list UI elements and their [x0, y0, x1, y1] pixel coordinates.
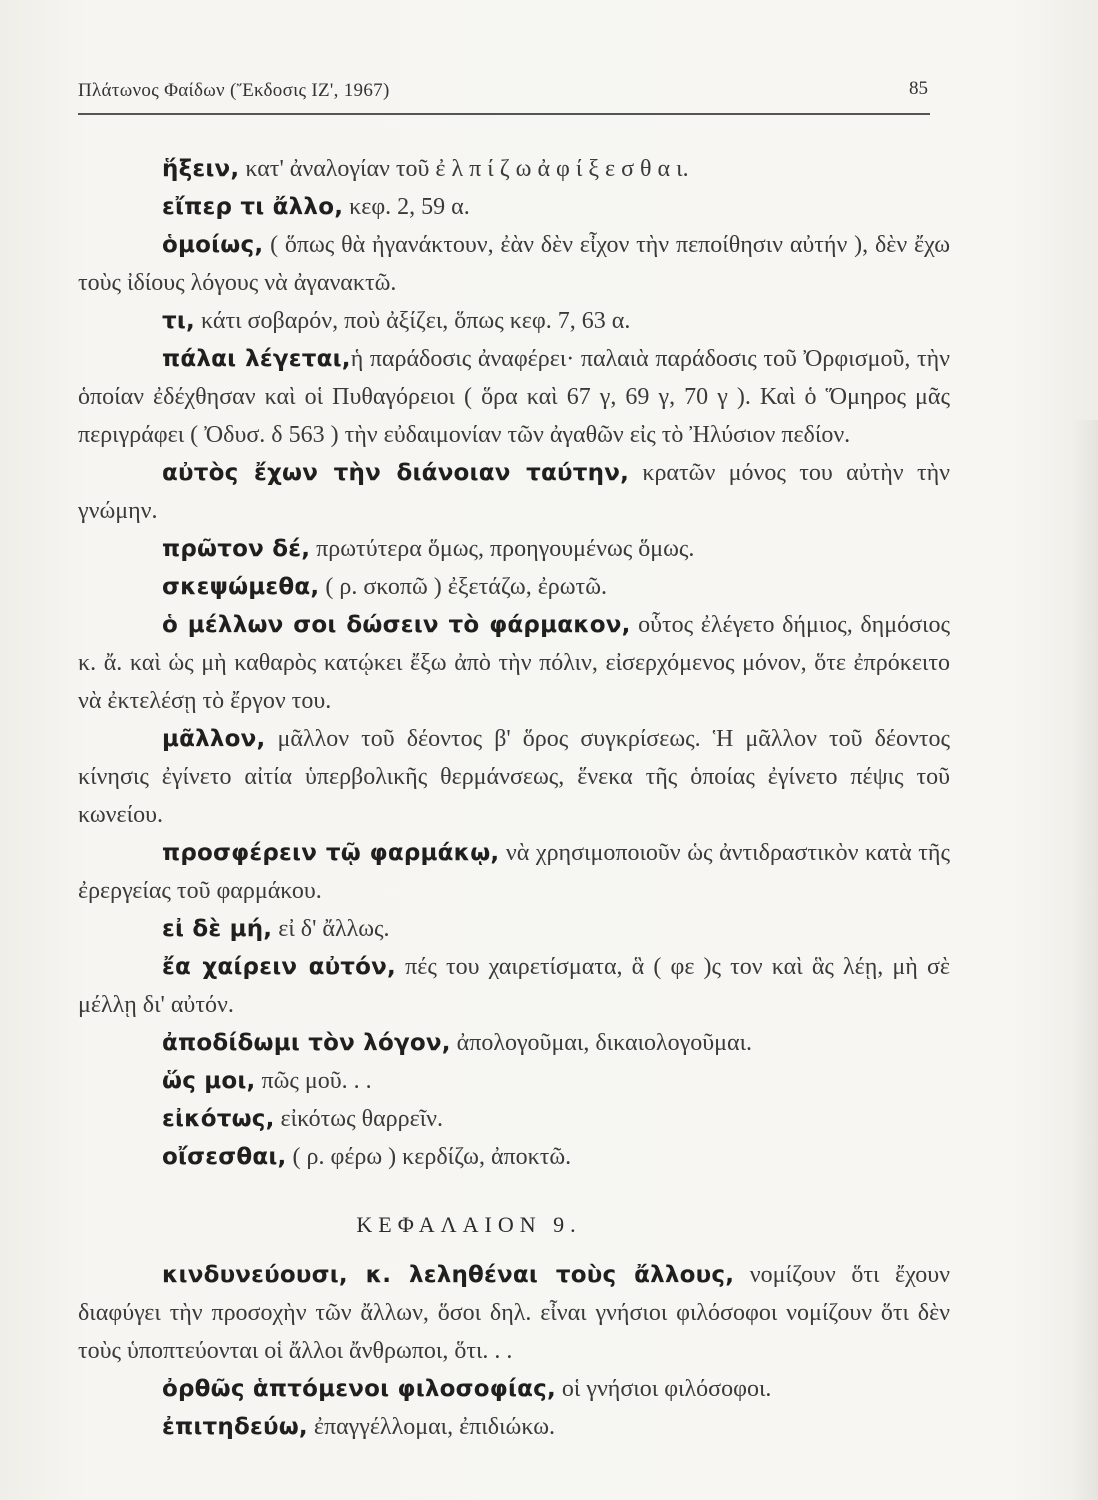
glossary-entry: [78, 1408, 950, 1446]
entry-gloss: μᾶλλον τοῦ δέοντος β' ὅρος συγκρίσεως. Ἡ μᾶλλον τοῦ δέοντος κίνησις ἐγίνετο αἰτία ὑπερβολικῆς θερμάνσεως, ἕνεκα τῆς ὁποίας ἐγίνετο πέψις τοῦ κωνείου.: [78, 726, 950, 828]
page-edge-shadow: [1070, 420, 1098, 1500]
entry-gloss: εἰκότως θαρρεῖν.: [274, 1106, 444, 1132]
entry-lemma: ὁ μέλλων σοι δώσειν τὸ φάρμακον,: [162, 612, 631, 638]
glossary-entry: [78, 720, 950, 834]
entry-lemma: τι,: [162, 308, 195, 334]
glossary-entry: [78, 1024, 950, 1062]
glossary-entry: [78, 910, 950, 948]
entry-lemma: εἴπερ τι ἄλλο,: [162, 194, 344, 220]
entry-gloss: πές του χαιρετίσματα, ἃ ( φε )ς τον καὶ ἃς λέῃ, μὴ σὲ μέλλῃ δι' αὐτόν.: [78, 954, 950, 1018]
header-title: Πλάτωνος Φαίδων (Ἔκδοσις ΙΖ', 1967): [78, 80, 390, 101]
entries-before-chapter: [78, 150, 950, 1176]
entry-lemma: ἥξειν,: [162, 156, 240, 182]
entry-gloss: εἰ δ' ἄλλως.: [272, 916, 390, 942]
header-rule: [78, 113, 930, 115]
glossary-entry: [78, 606, 950, 720]
entry-lemma: ἀποδίδωμι τὸν λόγον,: [162, 1030, 451, 1056]
entry-lemma: εἰ δὲ μή,: [162, 916, 273, 942]
running-header: [78, 78, 930, 112]
entry-lemma: μᾶλλον,: [162, 726, 266, 752]
entry-gloss: οὗτος ἐλέγετο δήμιος, δημόσιος κ. ἄ. καὶ ὡς μὴ καθαρὸς κατῴκει ἔξω ἀπὸ τὴν πόλιν, εἰσερχόμενος μόνον, ὅτε ἐπρόκειτο νὰ ἐκτελέσῃ τὸ ἔργον του.: [78, 612, 950, 714]
glossary-entry: [78, 568, 950, 606]
entry-lemma: εἰκότως,: [162, 1106, 275, 1132]
glossary-entry: [78, 1256, 950, 1370]
entry-gloss: οἱ γνήσιοι φιλόσοφοι.: [555, 1376, 772, 1402]
entry-lemma: ὁμοίως,: [162, 232, 264, 258]
glossary-entry: [78, 150, 950, 188]
entry-gloss: κρατῶν μόνος του αὐτὴν τὴν γνώμην.: [78, 460, 950, 524]
entry-lemma: οἴσεσθαι,: [162, 1144, 287, 1170]
entry-gloss: πρωτύτερα ὅμως, προηγουμένως ὅμως.: [310, 536, 695, 562]
glossary-entry: [78, 834, 950, 910]
glossary-entry: [78, 948, 950, 1024]
entry-gloss: ἡ παράδοσις ἀναφέρει· παλαιὰ παράδοσις τοῦ Ὀρφισμοῦ, τὴν ὁποίαν ἐδέχθησαν καὶ οἱ Πυθαγόρειοι ( ὅρα καὶ 67 γ, 69 γ, 70 γ ). Καὶ ὁ Ὅμηρος μᾶς περιγράφει ( Ὀδυσ. δ 563 ) τὴν εὐδαιμονίαν τῶν ἀγαθῶν εἰς τὸ Ἠλύσιον πεδίον.: [78, 346, 950, 448]
glossary-entry: [78, 1100, 950, 1138]
glossary-entry: [78, 226, 950, 302]
glossary-entry: [78, 340, 950, 454]
glossary-entry: [78, 302, 950, 340]
entry-gloss: νὰ χρησιμοποιοῦν ὡς ἀντιδραστικὸν κατὰ τῆς ἐρεργείας τοῦ φαρμάκου.: [78, 840, 950, 904]
entry-lemma: κινδυνεύουσι, κ. λεληθέναι τοὺς ἄλλους,: [162, 1262, 735, 1288]
entry-gloss: ( ρ. φέρω ) κερδίζω, ἀποκτῶ.: [286, 1144, 572, 1170]
entry-gloss: πῶς μοῦ. . .: [255, 1068, 372, 1094]
entry-lemma: ἔα χαίρειν αὐτόν,: [162, 954, 396, 980]
glossary-entry: [78, 454, 950, 530]
entry-gloss: νομίζουν ὅτι ἔχουν διαφύγει τὴν προσοχὴν τῶν ἄλλων, ὅσοι δηλ. εἶναι γνήσιοι φιλόσοφοι νομίζουν ὅτι δὲν τοὺς ὑποπτεύονται οἱ ἄλλοι ἄνθρωποι, ὅτι. . .: [78, 1262, 950, 1364]
entry-gloss: ἀπολογοῦμαι, δικαιολογοῦμαι.: [450, 1030, 753, 1056]
entry-lemma: πάλαι λέγεται,: [162, 346, 351, 372]
entry-gloss: ἐπαγγέλλομαι, ἐπιδιώκω.: [307, 1414, 555, 1440]
glossary-entry: [78, 1062, 950, 1100]
chapter-heading: ΚΕΦΑΛΑΙΟΝ 9.: [356, 1212, 582, 1237]
glossary-entry: [78, 188, 950, 226]
entry-lemma: ὀρθῶς ἁπτόμενοι φιλοσοφίας,: [162, 1376, 556, 1402]
glossary-entry: [78, 530, 950, 568]
entry-lemma: σκεψώμεθα,: [162, 574, 320, 600]
glossary-content: [78, 150, 950, 1446]
glossary-entry: [78, 1370, 950, 1408]
entry-gloss: κεφ. 2, 59 α.: [343, 194, 470, 220]
page-number: 85: [909, 78, 928, 99]
entry-lemma: αὐτὸς ἔχων τὴν διάνοιαν ταύτην,: [162, 460, 630, 486]
entries-after-chapter: [78, 1256, 950, 1446]
entry-lemma: πρῶτον δέ,: [162, 536, 311, 562]
entry-gloss: κάτι σοβαρόν, ποὺ ἀξίζει, ὅπως κεφ. 7, 63 α.: [194, 308, 631, 334]
entry-lemma: προσφέρειν τῷ φαρμάκῳ,: [162, 840, 500, 866]
glossary-entry: [78, 1138, 950, 1176]
entry-lemma: ὥς μοι,: [162, 1068, 256, 1094]
entry-gloss: ( ρ. σκοπῶ ) ἐξετάζω, ἐρωτῶ.: [319, 574, 607, 600]
entry-gloss: ( ὅπως θὰ ἠγανάκτουν, ἐὰν δὲν εἶχον τὴν πεποίθησιν αὐτήν ), δὲν ἔχω τοὺς ἰδίους λόγους νὰ ἀγανακτῶ.: [78, 232, 950, 296]
entry-gloss: κατ' ἀναλογίαν τοῦ ἐ λ π ί ζ ω ἀ φ ί ξ ε σ θ α ι.: [239, 156, 689, 182]
entry-lemma: ἐπιτηδεύω,: [162, 1414, 308, 1440]
